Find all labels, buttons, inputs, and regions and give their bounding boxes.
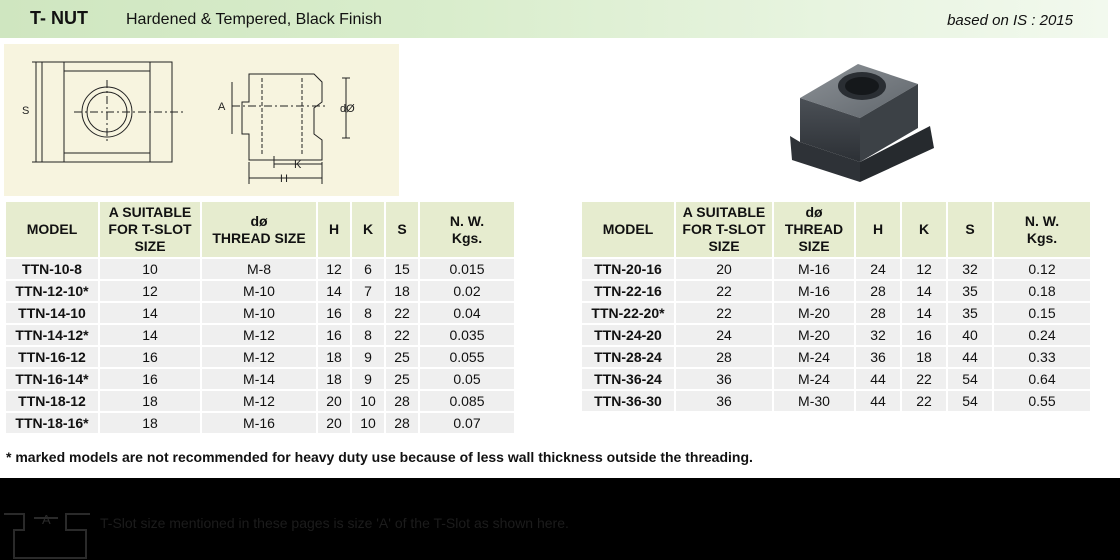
cell-model: TTN-36-24 (582, 369, 674, 389)
cell-h: 44 (856, 391, 900, 411)
cell-s: 28 (386, 391, 418, 411)
cell-k: 10 (352, 391, 384, 411)
page-title: T- NUT (30, 8, 88, 28)
cell-model: TTN-20-16 (582, 259, 674, 279)
col-thread-line: THREAD SIZE (212, 229, 306, 246)
cell-thread: M-12 (202, 325, 316, 345)
col-nw-line: N. W. (449, 212, 485, 229)
cell-k: 8 (352, 303, 384, 323)
cell-slot: 22 (676, 281, 772, 301)
col-k: K (352, 202, 384, 257)
cell-nw: 0.15 (994, 303, 1090, 323)
header-bar (0, 0, 1108, 38)
cell-nw: 0.035 (420, 325, 514, 345)
cell-k: 12 (902, 259, 946, 279)
table-row (6, 259, 514, 279)
cell-k: 14 (902, 303, 946, 323)
table-row (582, 303, 1090, 323)
cell-thread: M-10 (202, 281, 316, 301)
col-slot-line: A SUITABLE (108, 204, 192, 220)
cell-h: 12 (318, 259, 350, 279)
table-row (6, 303, 514, 323)
cell-model: TTN-22-20* (582, 303, 674, 323)
col-s: S (386, 202, 418, 257)
cell-h: 20 (318, 391, 350, 411)
cell-s: 22 (386, 325, 418, 345)
cell-h: 14 (318, 281, 350, 301)
table-row (6, 347, 514, 367)
cell-s: 28 (386, 413, 418, 433)
col-thread-line: SIZE (798, 238, 830, 254)
table-row (6, 281, 514, 301)
cell-k: 10 (352, 413, 384, 433)
label-a: A (218, 101, 226, 113)
right-spec-table (580, 200, 1092, 413)
cell-nw: 0.015 (420, 259, 514, 279)
t-nut-photo (770, 44, 950, 194)
cell-k: 6 (352, 259, 384, 279)
label-h: H (280, 173, 288, 185)
cell-nw: 0.18 (994, 281, 1090, 301)
table-row (582, 369, 1090, 389)
cell-k: 8 (352, 325, 384, 345)
col-slot-line: FOR T-SLOT (682, 221, 766, 237)
col-slot-line: SIZE (134, 238, 166, 254)
cell-thread: M-16 (202, 413, 316, 433)
col-slot-line: FOR T-SLOT (108, 221, 192, 237)
cell-thread: M-20 (774, 325, 854, 345)
cell-model: TTN-12-10* (6, 281, 98, 301)
cell-h: 28 (856, 281, 900, 301)
cell-slot: 22 (676, 303, 772, 323)
cell-thread: M-30 (774, 391, 854, 411)
cell-s: 35 (948, 281, 992, 301)
cell-k: 7 (352, 281, 384, 301)
col-h: H (856, 202, 900, 257)
footnote: * marked models are not recommended for heavy duty use because of less wall thickness outside the threading. (6, 449, 753, 465)
cell-k: 14 (902, 281, 946, 301)
col-model: MODEL (582, 202, 674, 257)
cell-nw: 0.02 (420, 281, 514, 301)
cell-h: 18 (318, 369, 350, 389)
cell-s: 54 (948, 369, 992, 389)
cell-thread: M-16 (774, 259, 854, 279)
cell-k: 22 (902, 391, 946, 411)
col-thread-line: THREAD (784, 221, 844, 237)
table-row (6, 413, 514, 433)
cell-model: TTN-16-12 (6, 347, 98, 367)
cell-h: 20 (318, 413, 350, 433)
col-model: MODEL (6, 202, 98, 257)
cell-s: 22 (386, 303, 418, 323)
table-row (6, 391, 514, 411)
cell-thread: M-12 (202, 347, 316, 367)
cell-model: TTN-36-30 (582, 391, 674, 411)
table-row (6, 369, 514, 389)
col-s: S (948, 202, 992, 257)
cell-nw: 0.55 (994, 391, 1090, 411)
col-k: K (902, 202, 946, 257)
col-slot (676, 202, 772, 257)
cell-h: 44 (856, 369, 900, 389)
cell-k: 9 (352, 347, 384, 367)
cell-s: 54 (948, 391, 992, 411)
cell-thread: M-8 (202, 259, 316, 279)
cell-thread: M-16 (774, 281, 854, 301)
col-thread-line: dø (805, 204, 823, 220)
cell-nw: 0.05 (420, 369, 514, 389)
cell-nw: 0.085 (420, 391, 514, 411)
cell-slot: 14 (100, 325, 200, 345)
t-nut-image (770, 44, 950, 194)
cell-s: 32 (948, 259, 992, 279)
cell-s: 44 (948, 347, 992, 367)
cell-s: 15 (386, 259, 418, 279)
cell-slot: 16 (100, 347, 200, 367)
cell-model: TTN-10-8 (6, 259, 98, 279)
cell-model: TTN-16-14* (6, 369, 98, 389)
cell-s: 35 (948, 303, 992, 323)
col-nw (994, 202, 1090, 257)
col-h: H (318, 202, 350, 257)
cell-thread: M-12 (202, 391, 316, 411)
cell-k: 18 (902, 347, 946, 367)
cell-thread: M-24 (774, 369, 854, 389)
col-slot (100, 202, 200, 257)
cell-h: 28 (856, 303, 900, 323)
cell-slot: 36 (676, 369, 772, 389)
cell-k: 22 (902, 369, 946, 389)
cell-thread: M-20 (774, 303, 854, 323)
table-row (582, 325, 1090, 345)
cell-model: TTN-14-10 (6, 303, 98, 323)
page-subtitle: Hardened & Tempered, Black Finish (126, 11, 382, 28)
label-s: S (22, 105, 30, 117)
label-k: K (294, 159, 302, 171)
cell-h: 16 (318, 303, 350, 323)
cell-slot: 16 (100, 369, 200, 389)
cell-h: 36 (856, 347, 900, 367)
cell-h: 32 (856, 325, 900, 345)
col-thread (202, 202, 316, 257)
col-nw-line: Kgs. (451, 229, 483, 246)
cell-s: 18 (386, 281, 418, 301)
cell-slot: 10 (100, 259, 200, 279)
t-slot-label: A (42, 512, 51, 527)
cell-h: 16 (318, 325, 350, 345)
cell-k: 9 (352, 369, 384, 389)
cell-s: 25 (386, 347, 418, 367)
col-thread-line: dø (250, 212, 268, 229)
label-d: dØ (340, 103, 355, 115)
col-thread (774, 202, 854, 257)
table-row (582, 347, 1090, 367)
cell-nw: 0.24 (994, 325, 1090, 345)
t-nut-drawing (4, 44, 399, 196)
col-nw-line: N. W. (1024, 212, 1060, 229)
table-row (582, 259, 1090, 279)
cell-model: TTN-14-12* (6, 325, 98, 345)
bottom-note-band (0, 478, 1120, 560)
col-nw (420, 202, 514, 257)
cell-model: TTN-24-20 (582, 325, 674, 345)
cell-model: TTN-28-24 (582, 347, 674, 367)
cell-slot: 12 (100, 281, 200, 301)
cell-h: 18 (318, 347, 350, 367)
cell-model: TTN-18-12 (6, 391, 98, 411)
cell-thread: M-14 (202, 369, 316, 389)
col-slot-line: SIZE (708, 238, 740, 254)
cell-nw: 0.055 (420, 347, 514, 367)
cell-thread: M-24 (774, 347, 854, 367)
technical-drawing (4, 44, 399, 196)
cell-slot: 20 (676, 259, 772, 279)
cell-nw: 0.12 (994, 259, 1090, 279)
cell-slot: 18 (100, 391, 200, 411)
cell-slot: 18 (100, 413, 200, 433)
cell-slot: 28 (676, 347, 772, 367)
cell-model: TTN-22-16 (582, 281, 674, 301)
col-slot-line: A SUITABLE (682, 204, 766, 220)
cell-slot: 14 (100, 303, 200, 323)
standard-note: based on IS : 2015 (947, 12, 1073, 29)
cell-s: 25 (386, 369, 418, 389)
table-row (6, 325, 514, 345)
cell-model: TTN-18-16* (6, 413, 98, 433)
cell-slot: 36 (676, 391, 772, 411)
cell-nw: 0.33 (994, 347, 1090, 367)
table-row (582, 281, 1090, 301)
cell-nw: 0.64 (994, 369, 1090, 389)
cell-slot: 24 (676, 325, 772, 345)
bottom-note-text: T-Slot size mentioned in these pages is size 'A' of the T-Slot as shown here. (100, 515, 569, 531)
cell-s: 40 (948, 325, 992, 345)
cell-nw: 0.07 (420, 413, 514, 433)
t-slot-icon (0, 478, 96, 560)
left-spec-table (4, 200, 516, 435)
table-row (582, 391, 1090, 411)
col-nw-line: Kgs. (1026, 229, 1058, 246)
cell-h: 24 (856, 259, 900, 279)
cell-k: 16 (902, 325, 946, 345)
cell-nw: 0.04 (420, 303, 514, 323)
side-view-outline (242, 74, 322, 160)
cell-thread: M-10 (202, 303, 316, 323)
